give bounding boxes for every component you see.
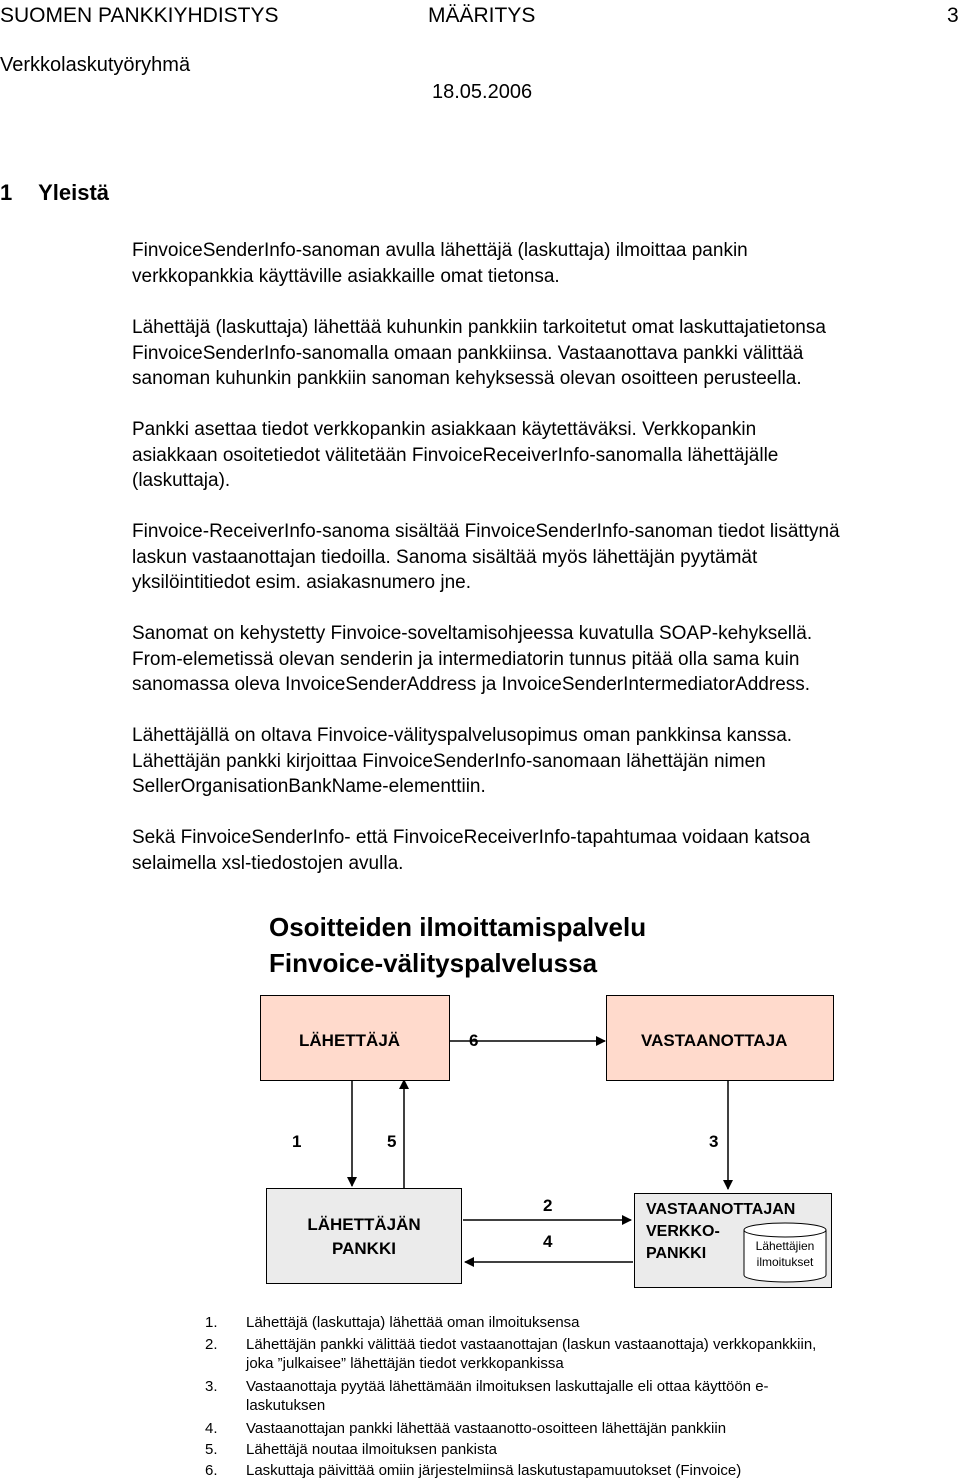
step-5-label: 5 [387, 1132, 397, 1151]
diagram-title-line: Osoitteiden ilmoittamispalvelu [269, 912, 647, 942]
text-line: verkkopankkia käyttäville asiakkaille omat tietonsa. [132, 265, 560, 287]
legend-line: Vastaanottajan pankki lähettää vastaanotto-osoitteen lähettäjän pankkiin [246, 1420, 727, 1437]
step-2-label: 2 [543, 1196, 553, 1215]
text-line: FinvoiceSenderInfo-sanoman avulla lähettäjä (laskuttaja) ilmoittaa pankin [132, 240, 748, 261]
database-label [742, 1238, 828, 1270]
text-line: Sekä FinvoiceSenderInfo- että FinvoiceReceiverInfo-tapahtumaa voidaan katsoa [132, 827, 811, 848]
receiver-bank-label-line: VASTAANOTTAJAN [646, 1201, 796, 1218]
step-6-label: 6 [469, 1031, 479, 1050]
legend-line: Laskuttaja päivittää omiin järjestelmiinsä laskutustapamuutokset (Finvoice) [246, 1462, 742, 1479]
receiver-label: VASTAANOTTAJA [641, 1031, 788, 1050]
text-line: Lähettäjä (laskuttaja) lähettää kuhunkin pankkiin tarkoitetut omat laskuttajatietonsa [132, 317, 826, 338]
header-doc-type: MÄÄRITYS [428, 4, 536, 27]
section-title: Yleistä [38, 180, 110, 205]
header-org: SUOMEN PANKKIYHDISTYS [0, 4, 279, 27]
text-line: sanomassa oleva InvoiceSenderAddress ja InvoiceSenderIntermediatorAddress. [132, 674, 811, 695]
text-line: FinvoiceSenderInfo-sanomalla omaan pankkiinsa. Vastaanottava pankki välittää [132, 342, 804, 364]
step-3-label: 3 [709, 1132, 719, 1151]
text-line: yksilöintitiedot esim. asiakasnumero jne. [132, 572, 471, 593]
header-page-number: 3 [947, 4, 959, 27]
legend-item [246, 1461, 741, 1480]
legend-line: joka ”julkaisee” lähettäjän tiedot verkkopankissa [246, 1355, 564, 1372]
legend-number: 5. [205, 1441, 218, 1458]
legend-number: 3. [205, 1378, 218, 1395]
section-number: 1 [0, 180, 13, 205]
legend-item [246, 1419, 726, 1438]
legend-number: 2. [205, 1336, 218, 1353]
legend-number: 6. [205, 1462, 218, 1479]
text-line: Sanomat on kehystetty Finvoice-soveltamisohjeessa kuvatulla SOAP-kehyksellä. [132, 623, 813, 644]
database-label-line: Lähettäjien [755, 1239, 815, 1253]
legend-item [246, 1440, 497, 1459]
text-line: From-elemetissä olevan senderin ja intermediatorin tunnus pitää olla sama kuin [132, 648, 800, 670]
text-line: Lähettäjällä on oltava Finvoice-välityspalvelusopimus oman pankkinsa kanssa. [132, 725, 793, 746]
text-line: Lähettäjän pankki kirjoittaa FinvoiceSenderInfo-sanomaan lähettäjän nimen [132, 750, 766, 772]
text-line: selaimella xsl-tiedostojen avulla. [132, 852, 404, 874]
header-date: 18.05.2006 [432, 81, 533, 103]
diagram-title-line: Finvoice-välityspalvelussa [269, 948, 598, 978]
text-line: (laskuttaja). [132, 470, 231, 491]
legend-line: Vastaanottaja pyytää lähettämään ilmoituksen laskuttajalle eli ottaa käyttöön e- [246, 1378, 769, 1395]
receiver-bank-label-line: VERKKO- [646, 1223, 720, 1240]
sender-label: LÄHETTÄJÄ [299, 1031, 401, 1050]
step-4-label: 4 [543, 1232, 553, 1251]
legend-line: Lähettäjän pankki välittää tiedot vastaanottajan (laskun vastaanottaja) verkkopankkiin, [246, 1336, 817, 1353]
database-label-line: ilmoitukset [756, 1255, 814, 1269]
step-1-label: 1 [292, 1132, 302, 1151]
receiver-bank-label-line: PANKKI [646, 1245, 707, 1262]
legend-line: Lähettäjä (laskuttaja) lähettää oman ilmoituksensa [246, 1314, 580, 1331]
legend-number: 4. [205, 1420, 218, 1437]
legend-item [246, 1377, 769, 1415]
text-line: Finvoice-ReceiverInfo-sanoma sisältää FinvoiceSenderInfo-sanoman tiedot lisättynä [132, 521, 840, 542]
legend-line: Lähettäjä noutaa ilmoituksen pankista [246, 1441, 498, 1458]
sender-bank-label [266, 1213, 462, 1261]
text-line: SellerOrganisationBankName-elementtiin. [132, 776, 486, 797]
text-line: asiakkaan osoitetiedot välitetään FinvoiceReceiverInfo-sanomalla lähettäjälle [132, 444, 779, 466]
sender-bank-label-line: LÄHETTÄJÄN [307, 1215, 421, 1234]
legend-number: 1. [205, 1314, 218, 1331]
header-group: Verkkolaskutyöryhmä [0, 54, 191, 76]
text-line: Pankki asettaa tiedot verkkopankin asiakkaan käytettäväksi. Verkkopankin [132, 419, 757, 440]
text-line: laskun vastaanottajan tiedoilla. Sanoma sisältää myös lähettäjän pyytämät [132, 546, 758, 568]
legend-item [246, 1335, 816, 1373]
sender-bank-label-line: PANKKI [332, 1239, 396, 1258]
legend-line: laskutuksen [246, 1397, 326, 1414]
legend-item [246, 1313, 580, 1332]
text-line: sanoman kuhunkin pankkiin sanoman kehyksessä olevan osoitteen perusteella. [132, 368, 802, 389]
